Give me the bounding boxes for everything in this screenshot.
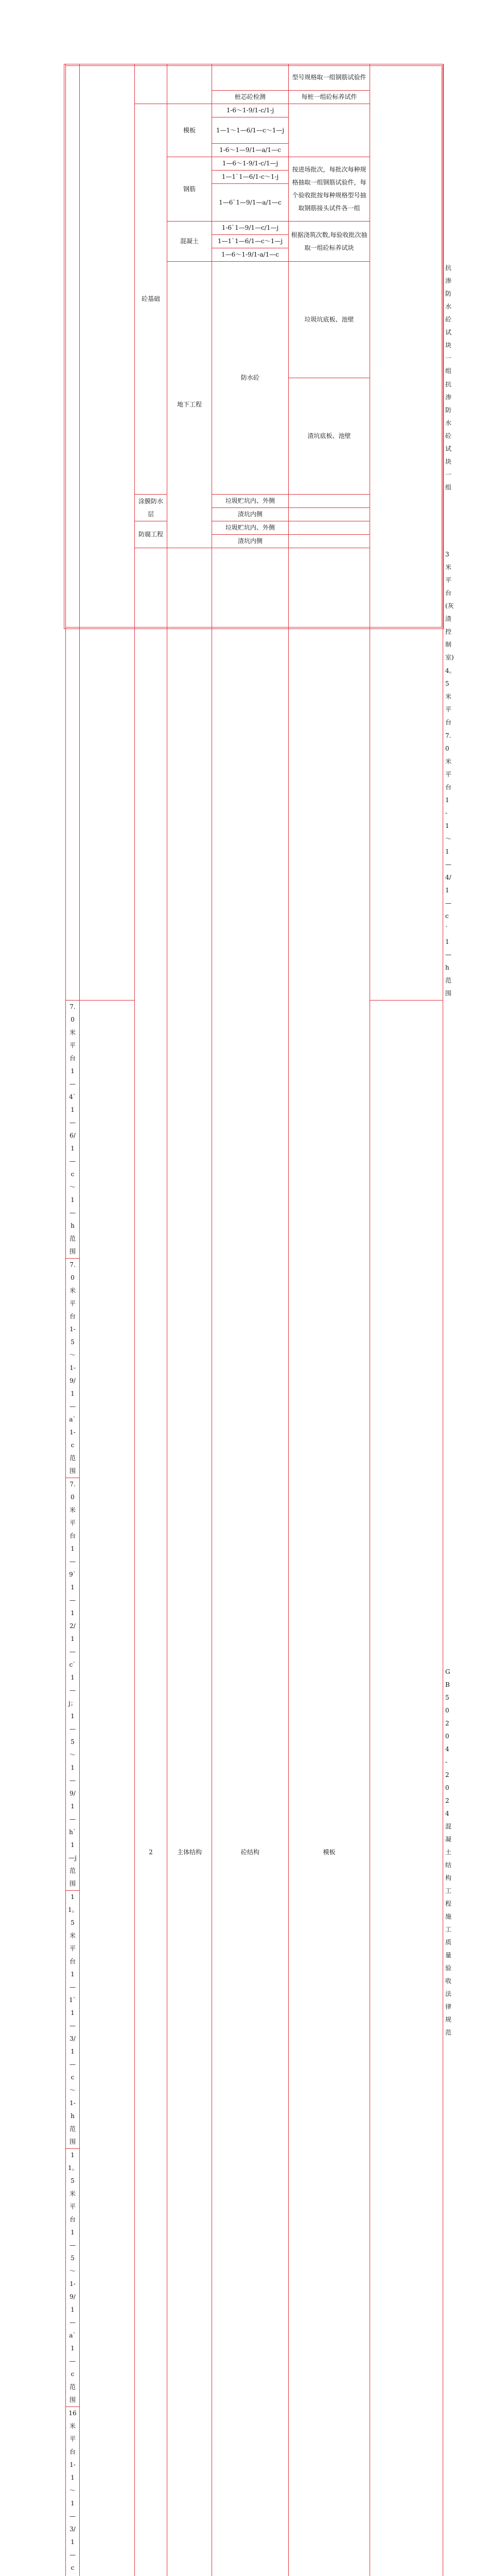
inspection-item: 桩芯砼检测 — [212, 91, 289, 104]
inspection-item: 垃圾贮坑内、外侧 — [212, 495, 289, 508]
table-row: 渣坑底板、池壁 抗渗防水砼试块一组 — [66, 378, 443, 495]
subitem-concrete: 混凝土 — [167, 222, 212, 262]
sampling-requirement-empty — [289, 508, 370, 521]
category-foundation: 砼基础 — [135, 104, 167, 495]
sampling-requirement-empty — [289, 495, 370, 508]
inspection-item: 1-6～1-9/1-c/1-j — [212, 104, 289, 117]
table-row: 地下工程 防水砼 垃圾坑底板、池壁 抗渗防水砼试块一组 — [66, 262, 443, 378]
inspection-item: 1—1ˋ1—6/1—c～1—j — [212, 235, 289, 248]
table-row: 2 主体结构 砼结构 模板 3米平台(灰渣控制室) GB50204-2024混凝土结构工程施工质量验收法律规范 — [66, 548, 443, 665]
sampling-requirement: 每桩一组砼标养试件 — [289, 91, 370, 104]
inspection-item: 渣坑内侧 — [212, 535, 289, 548]
inspection-item: 1-6ˋ1—9/1—c/1—j — [212, 222, 289, 235]
subitem-waterproof-concrete: 防水砼 — [212, 262, 289, 495]
sampling-requirement-empty — [289, 521, 370, 535]
inspection-item: 渣坑内侧 — [212, 508, 289, 521]
sampling-requirement-empty — [289, 535, 370, 548]
sequence-cell-empty — [66, 64, 80, 1001]
inspection-item: 1-6～1—9/1—a/1—c — [212, 144, 289, 157]
sequence-number: 2 — [135, 548, 167, 2576]
inspection-item: 渣坑底板、池壁 — [289, 378, 370, 495]
inspection-item: 垃圾贮坑内、外侧 — [212, 521, 289, 535]
inspection-item: 垃圾坑底板、池壁 — [289, 262, 370, 378]
table-row: 7.0米平台1-1～1—4/1—cˋ1—h范围 — [66, 730, 443, 1001]
sampling-requirement: 按进场批次，每批次每种规格抽取一组钢筋试验件，每个验收批按每种规格型号抽取钢筋接头试件各一组 — [289, 157, 370, 222]
inspection-item: 1—6ˋ1—9/1—a/1—c — [212, 184, 289, 222]
inspection-item: 1—6～1-9/1-c/1—j — [212, 157, 289, 171]
sampling-requirement-empty — [289, 104, 370, 157]
subitem-formwork: 模板 — [167, 104, 212, 157]
inspection-item: 11。5米平台1—5～1-9/1—aˋ1—c范围 — [66, 2149, 80, 2407]
subitem-formwork: 模板 — [289, 548, 370, 2576]
inspection-item: 7.0米平台1—9ˋ1—12/1—cˋ1—j；1—5～1—9/1—hˋ1—j范围 — [66, 1478, 80, 1891]
subitem-rebar: 钢筋 — [167, 157, 212, 222]
table-row: 4。5米平台 — [66, 665, 443, 730]
inspection-item-empty — [212, 64, 289, 91]
table-row — [66, 64, 443, 91]
inspection-table — [65, 64, 443, 2576]
inspection-item: 1—1～1—6/1—c～1—j — [212, 117, 289, 144]
subitem-cell-empty — [167, 64, 212, 104]
subitem-anticorrosion: 防腐工程 — [135, 521, 167, 548]
inspection-item: 11。5米平台1—1ˋ1—3/1—c～1-h范围 — [66, 1891, 80, 2149]
inspection-item: 16米平台1-1～1—3/1—c — [66, 2407, 80, 2576]
sampling-requirement: 型号规格取一组钢筋试验件 — [289, 64, 370, 91]
subitem-membrane-waterproofing: 涂膜防水层 — [135, 495, 167, 521]
inspection-item: 7.0米平台1—4ˋ1—6/1—c～1—h范围 — [66, 1001, 80, 1259]
sampling-requirement: 根据浇筑次数,每验收批次抽取一组砼标养试块 — [289, 222, 370, 262]
inspection-item: 1—6～1-9/1-a/1—c — [212, 248, 289, 262]
inspection-item: 1—1ˋ1—6/1-c～1-j — [212, 171, 289, 184]
inspection-item: 7.0米平台1-5～1-9/1—aˋ1-c范围 — [66, 1259, 80, 1478]
project-title: 主体结构 — [167, 548, 212, 2576]
category-underground: 地下工程 — [167, 262, 212, 548]
standard-cell-empty — [370, 64, 443, 1001]
category-cell-empty — [135, 64, 167, 104]
project-cell-empty — [80, 64, 135, 1001]
category-concrete-structure: 砼结构 — [212, 548, 289, 2576]
